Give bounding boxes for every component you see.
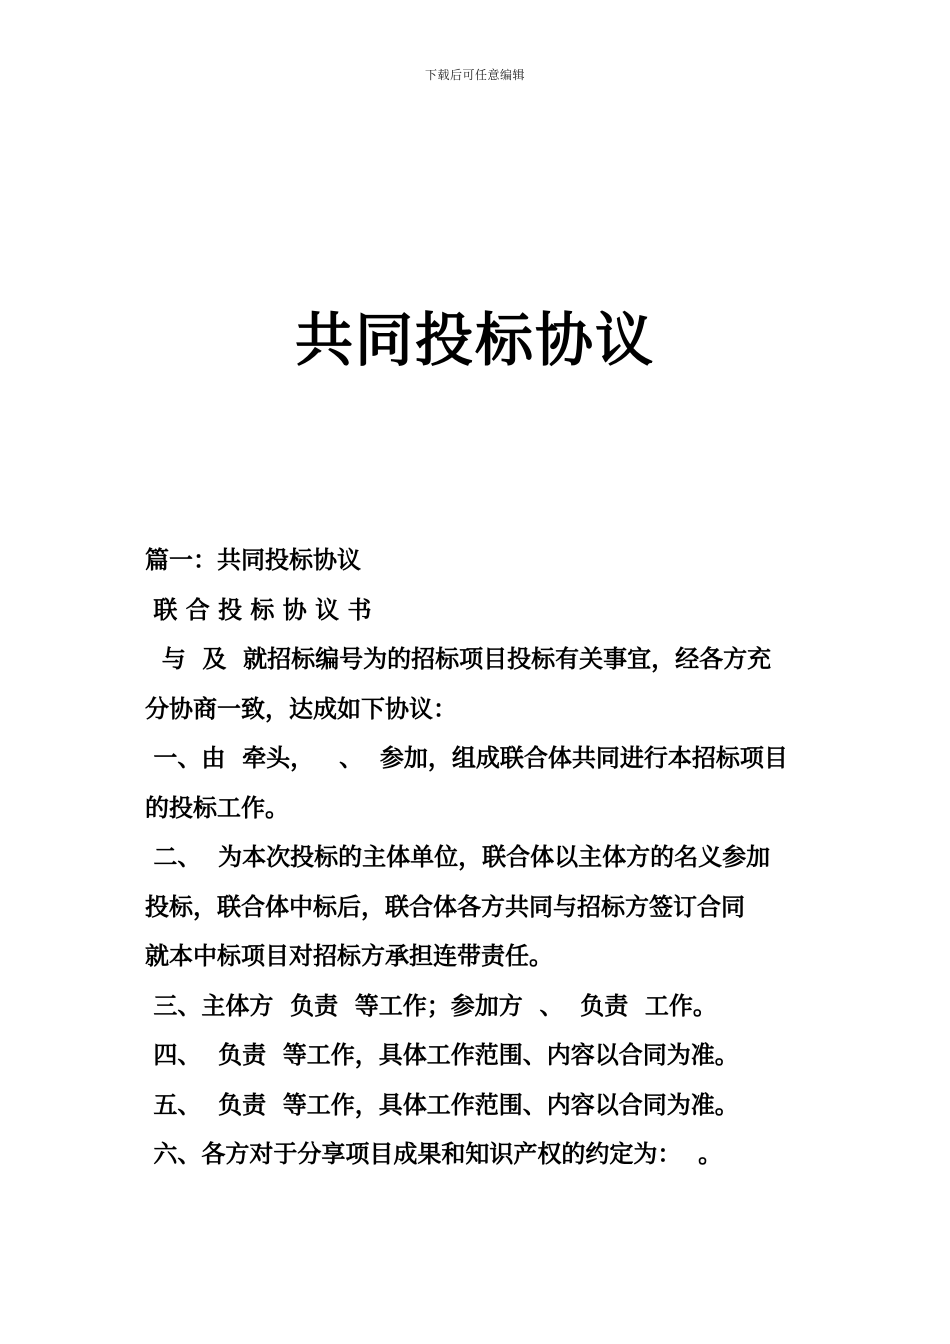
section-heading: 篇一：共同投标协议 [145,545,361,574]
paragraph-line: 与 及 就招标编号为的招标项目投标有关事宜，经各方充 [145,644,772,673]
clause-six-line: 六、各方对于分享项目成果和知识产权的约定为： 。 [145,1139,723,1168]
document-title: 共同投标协议 [294,306,655,374]
agreement-subtitle: 联 合 投 标 协 议 书 [145,594,372,624]
clause-two-line: 投标，联合体中标后，联合体各方共同与招标方签订合同 [145,891,745,921]
clause-one-line: 一、由 牵头， 、 参加，组成联合体共同进行本招标项目 [145,743,788,772]
page-header-note: 下载后可任意编辑 [424,68,525,82]
clause-two-line: 就本中标项目对招标方承担连带责任。 [145,941,553,970]
clause-two-line: 二、 为本次投标的主体单位，联合体以主体方的名义参加 [145,842,771,871]
document-body [145,535,810,1179]
clause-one-line: 的投标工作。 [145,792,289,822]
clause-four-line: 四、 负责 等工作，具体工作范围、内容以合同为准。 [145,1040,739,1069]
clause-three-line: 三、主体方 负责 等工作；参加方 、 负责 工作。 [145,990,717,1020]
paragraph-line: 分协商一致，达成如下协议： [145,693,457,723]
clause-five-line: 五、 负责 等工作，具体工作范围、内容以合同为准。 [145,1089,739,1119]
